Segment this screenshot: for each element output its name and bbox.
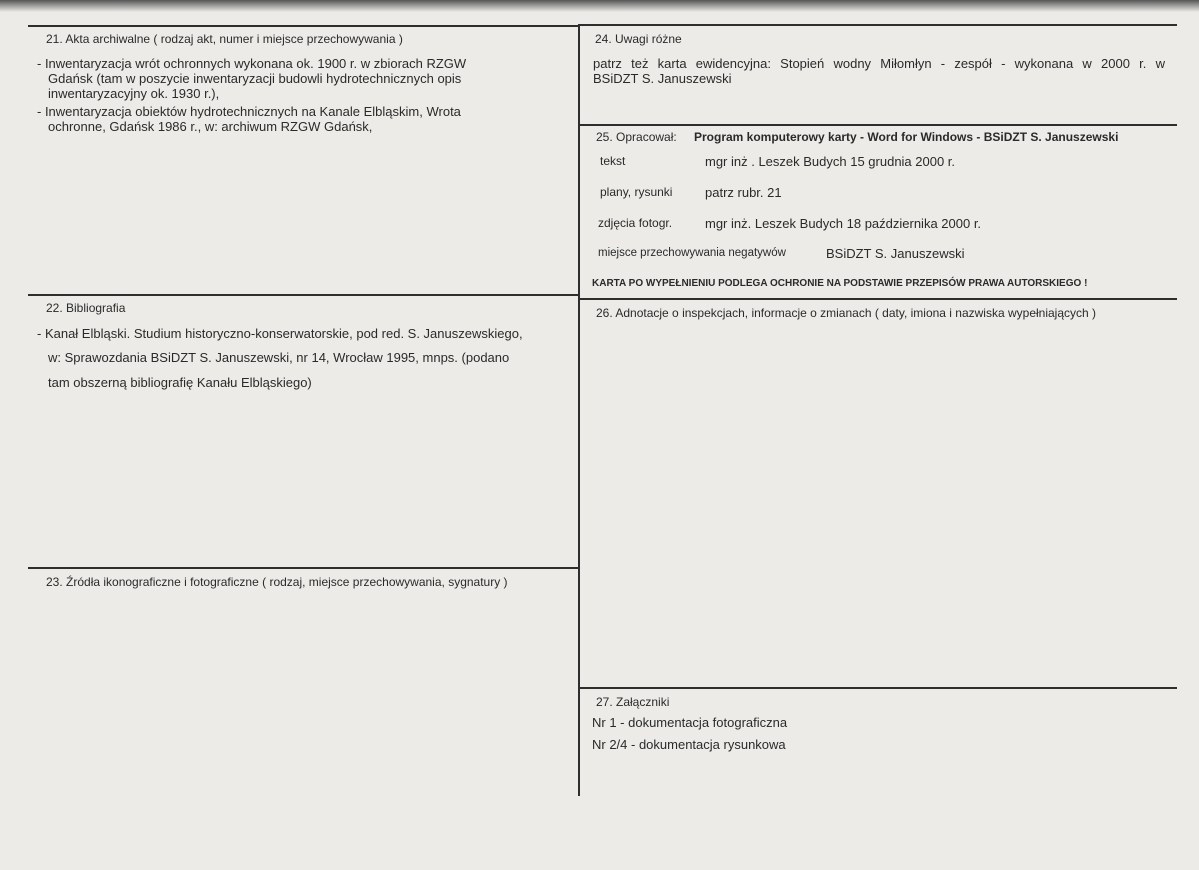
scan-top-edge (0, 0, 1199, 12)
sec22-line-2: w: Sprawozdania BSiDZT S. Januszewski, nr 14, Wrocław 1995, mnps. (podano (48, 350, 510, 365)
sec21-line-2: Gdańsk (tam w poszycie inwentaryzacji budowli hydrotechnicznych opis (48, 71, 462, 86)
sec26-title: 26. Adnotacje o inspekcjach, informacje o zmianach ( daty, imiona i nazwiska wypełniających ) (596, 306, 1097, 320)
sec25-plany-value: patrz rubr. 21 (705, 185, 782, 200)
rule-top-right (579, 24, 1177, 26)
sec25-plany-label: plany, rysunki (600, 185, 673, 199)
rule-24-25 (579, 124, 1177, 126)
sec21-line-3: inwentaryzacyjny ok. 1930 r.), (48, 86, 220, 101)
sec25-copyright-notice: KARTA PO WYPEŁNIENIU PODLEGA OCHRONIE NA PODSTAWIE PRZEPISÓW PRAWA AUTORSKIEGO ! (592, 278, 1088, 289)
sec25-tekst-label: tekst (600, 154, 626, 168)
sec27-line-2: Nr 2/4 - dokumentacja rysunkowa (592, 737, 786, 752)
rule-25-26 (579, 298, 1177, 300)
sec22-line-3: tam obszerną bibliografię Kanału Elbląskiego) (48, 375, 312, 390)
sec25-zdjecia-label: zdjęcia fotogr. (598, 216, 673, 230)
sec22-line-1: - Kanał Elbląski. Studium historyczno-konserwatorskie, pod red. S. Januszewskiego, (37, 326, 523, 341)
sec25-label: 25. Opracował: (596, 130, 677, 144)
sec25-negatywy-value: BSiDZT S. Januszewski (826, 246, 965, 261)
sec24-line-1: patrz też karta ewidencyjna: Stopień wodny Miłomłyn - zespół - wykonana w 2000 r. w (593, 56, 1165, 71)
sec25-zdjecia-value: mgr inż. Leszek Budych 18 października 2000 r. (705, 216, 982, 231)
sec25-tekst-value: mgr inż . Leszek Budych 15 grudnia 2000 r. (705, 154, 956, 169)
sec24-title: 24. Uwagi różne (595, 32, 682, 46)
sec27-line-1: Nr 1 - dokumentacja fotograficzna (592, 715, 788, 730)
rule-22-23 (28, 567, 579, 569)
sec21-title: 21. Akta archiwalne ( rodzaj akt, numer i miejsce przechowywania ) (46, 32, 403, 46)
sec22-title: 22. Bibliografia (46, 301, 126, 315)
sec25-program: Program komputerowy karty - Word for Windows - BSiDZT S. Januszewski (694, 130, 1119, 144)
rule-top-left (28, 25, 579, 27)
sec24-line-2: BSiDZT S. Januszewski (593, 71, 732, 86)
rule-26-27 (579, 687, 1177, 689)
sec21-line-5: ochronne, Gdańsk 1986 r., w: archiwum RZGW Gdańsk, (48, 119, 373, 134)
sec23-title: 23. Źródła ikonograficzne i fotograficzne ( rodzaj, miejsce przechowywania, sygnatury ) (46, 575, 508, 589)
sec27-title: 27. Załączniki (596, 695, 670, 709)
rule-vertical-divider (578, 24, 580, 796)
rule-21-22 (28, 294, 579, 296)
sec21-line-1: - Inwentaryzacja wrót ochronnych wykonana ok. 1900 r. w zbiorach RZGW (37, 56, 467, 71)
sec25-negatywy-label: miejsce przechowywania negatywów (598, 247, 786, 259)
sec21-line-4: - Inwentaryzacja obiektów hydrotechnicznych na Kanale Elbląskim, Wrota (37, 104, 461, 119)
